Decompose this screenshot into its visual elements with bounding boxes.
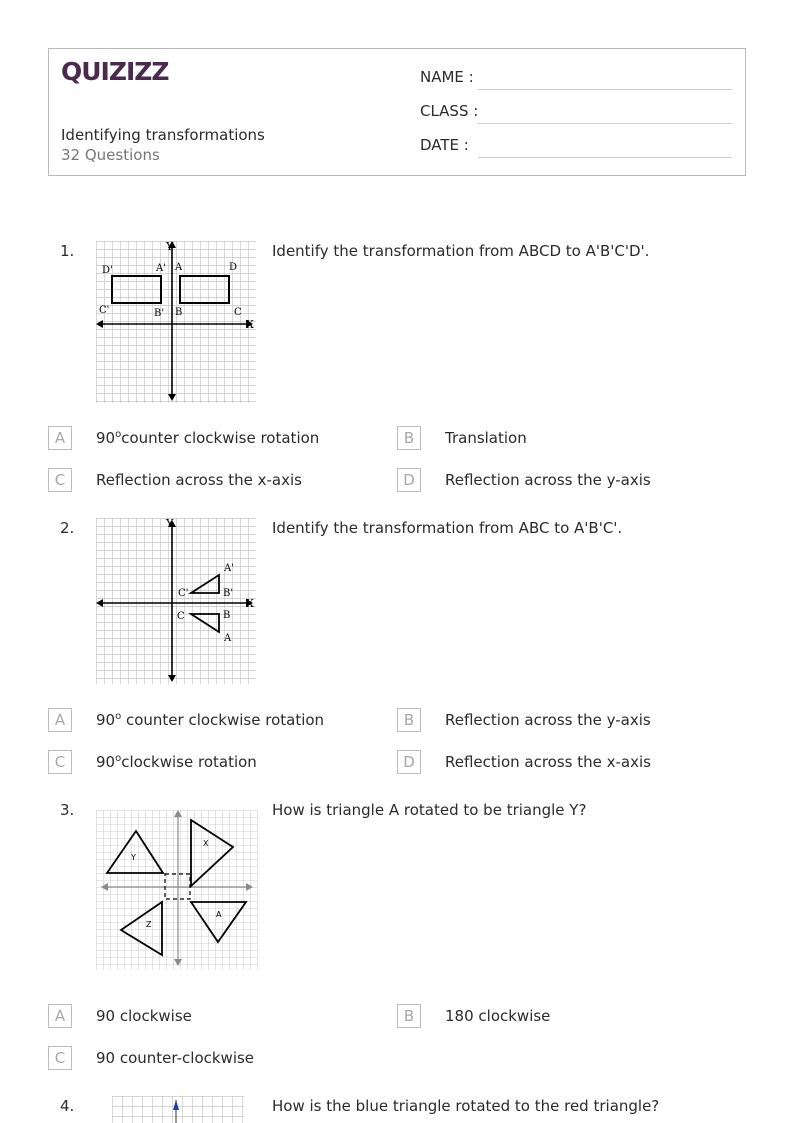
label-b: B xyxy=(223,610,231,621)
q2-coordinate-grid xyxy=(96,518,256,684)
label-a: A xyxy=(175,262,183,273)
label-z: Z xyxy=(146,920,152,929)
option-a-box[interactable]: A xyxy=(48,708,72,732)
x-axis-arrow-left xyxy=(101,883,108,891)
option-a-box[interactable]: A xyxy=(48,426,72,450)
option-a-text[interactable]: 90$^o$counter clockwise rotation xyxy=(96,429,320,447)
y-axis-arrow-down xyxy=(174,959,182,966)
name-label: NAME : xyxy=(420,68,474,86)
label-c-prime: C' xyxy=(178,588,189,599)
option-a-text[interactable]: 90$^o$ counter clockwise rotation xyxy=(96,711,325,729)
blue-triangle-tip xyxy=(173,1100,179,1110)
q1-coordinate-grid xyxy=(96,241,256,403)
worksheet-header xyxy=(48,48,746,176)
question-count: 32 Questions xyxy=(61,146,160,164)
option-c-box[interactable]: C xyxy=(48,1046,72,1070)
option-c-text[interactable]: 90$^o$clockwise rotation xyxy=(96,753,257,771)
question-number: 4. xyxy=(60,1097,75,1115)
q3-coordinate-grid xyxy=(96,810,258,976)
quizizz-logo: QUIZIZZ xyxy=(61,57,169,86)
q4-coordinate-grid xyxy=(112,1096,244,1123)
option-b-box[interactable]: B xyxy=(397,1004,421,1028)
question-number: 2. xyxy=(60,519,75,537)
x-axis-arrow-left xyxy=(96,599,103,607)
label-c: C xyxy=(234,307,242,318)
label-b-prime: B' xyxy=(154,308,165,319)
option-c-text[interactable]: 90 counter-clockwise xyxy=(96,1049,255,1067)
class-line[interactable] xyxy=(478,123,732,124)
label-y: Y xyxy=(166,241,174,253)
triangle-a xyxy=(191,902,246,942)
label-y: Y xyxy=(131,853,136,862)
class-label: CLASS : xyxy=(420,102,479,120)
label-x: X xyxy=(203,839,209,848)
label-d-prime: D' xyxy=(102,265,113,276)
question-number: 3. xyxy=(60,801,75,819)
option-d-text[interactable]: Reflection across the y-axis xyxy=(445,471,651,489)
option-b-box[interactable]: B xyxy=(397,708,421,732)
triangle-x xyxy=(191,820,233,886)
question-text: Identify the transformation from ABC to A'B'C'. xyxy=(272,519,623,537)
y-axis-arrow-down xyxy=(168,394,176,401)
option-b-text[interactable]: Reflection across the y-axis xyxy=(445,711,651,729)
date-line[interactable] xyxy=(478,157,732,158)
label-a-prime: A' xyxy=(156,263,166,274)
name-line[interactable] xyxy=(478,89,732,90)
label-c: C xyxy=(177,611,185,622)
worksheet-title: Identifying transformations xyxy=(61,126,265,144)
option-b-text[interactable]: 180 clockwise xyxy=(445,1007,551,1025)
label-a-prime: A' xyxy=(224,563,234,574)
option-d-text[interactable]: Reflection across the x-axis xyxy=(445,753,651,771)
label-a: A xyxy=(216,910,222,919)
label-x: X xyxy=(246,597,254,610)
option-a-text[interactable]: 90 clockwise xyxy=(96,1007,192,1025)
option-c-box[interactable]: C xyxy=(48,750,72,774)
label-d: D xyxy=(229,262,238,273)
x-axis-arrow xyxy=(246,883,253,891)
option-b-box[interactable]: B xyxy=(397,426,421,450)
option-b-text[interactable]: Translation xyxy=(445,429,527,447)
label-y: Y xyxy=(166,518,174,530)
y-axis-arrow xyxy=(174,810,182,817)
option-c-box[interactable]: C xyxy=(48,468,72,492)
date-label: DATE : xyxy=(420,136,469,154)
option-d-box[interactable]: D xyxy=(397,750,421,774)
label-b: B xyxy=(175,307,183,318)
triangle-abc xyxy=(191,614,219,632)
option-d-box[interactable]: D xyxy=(397,468,421,492)
label-c-prime: C' xyxy=(99,305,110,316)
label-a: A xyxy=(224,633,232,644)
triangle-z xyxy=(121,902,162,955)
question-text: How is the blue triangle rotated to the red triangle? xyxy=(272,1097,660,1115)
label-x: X xyxy=(246,318,254,331)
question-number: 1. xyxy=(60,242,75,260)
question-text: How is triangle A rotated to be triangle Y? xyxy=(272,801,587,819)
option-c-text[interactable]: Reflection across the x-axis xyxy=(96,471,302,489)
label-b-prime: B' xyxy=(223,588,234,599)
option-a-box[interactable]: A xyxy=(48,1004,72,1028)
question-text: Identify the transformation from ABCD to A'B'C'D'. xyxy=(272,242,650,260)
